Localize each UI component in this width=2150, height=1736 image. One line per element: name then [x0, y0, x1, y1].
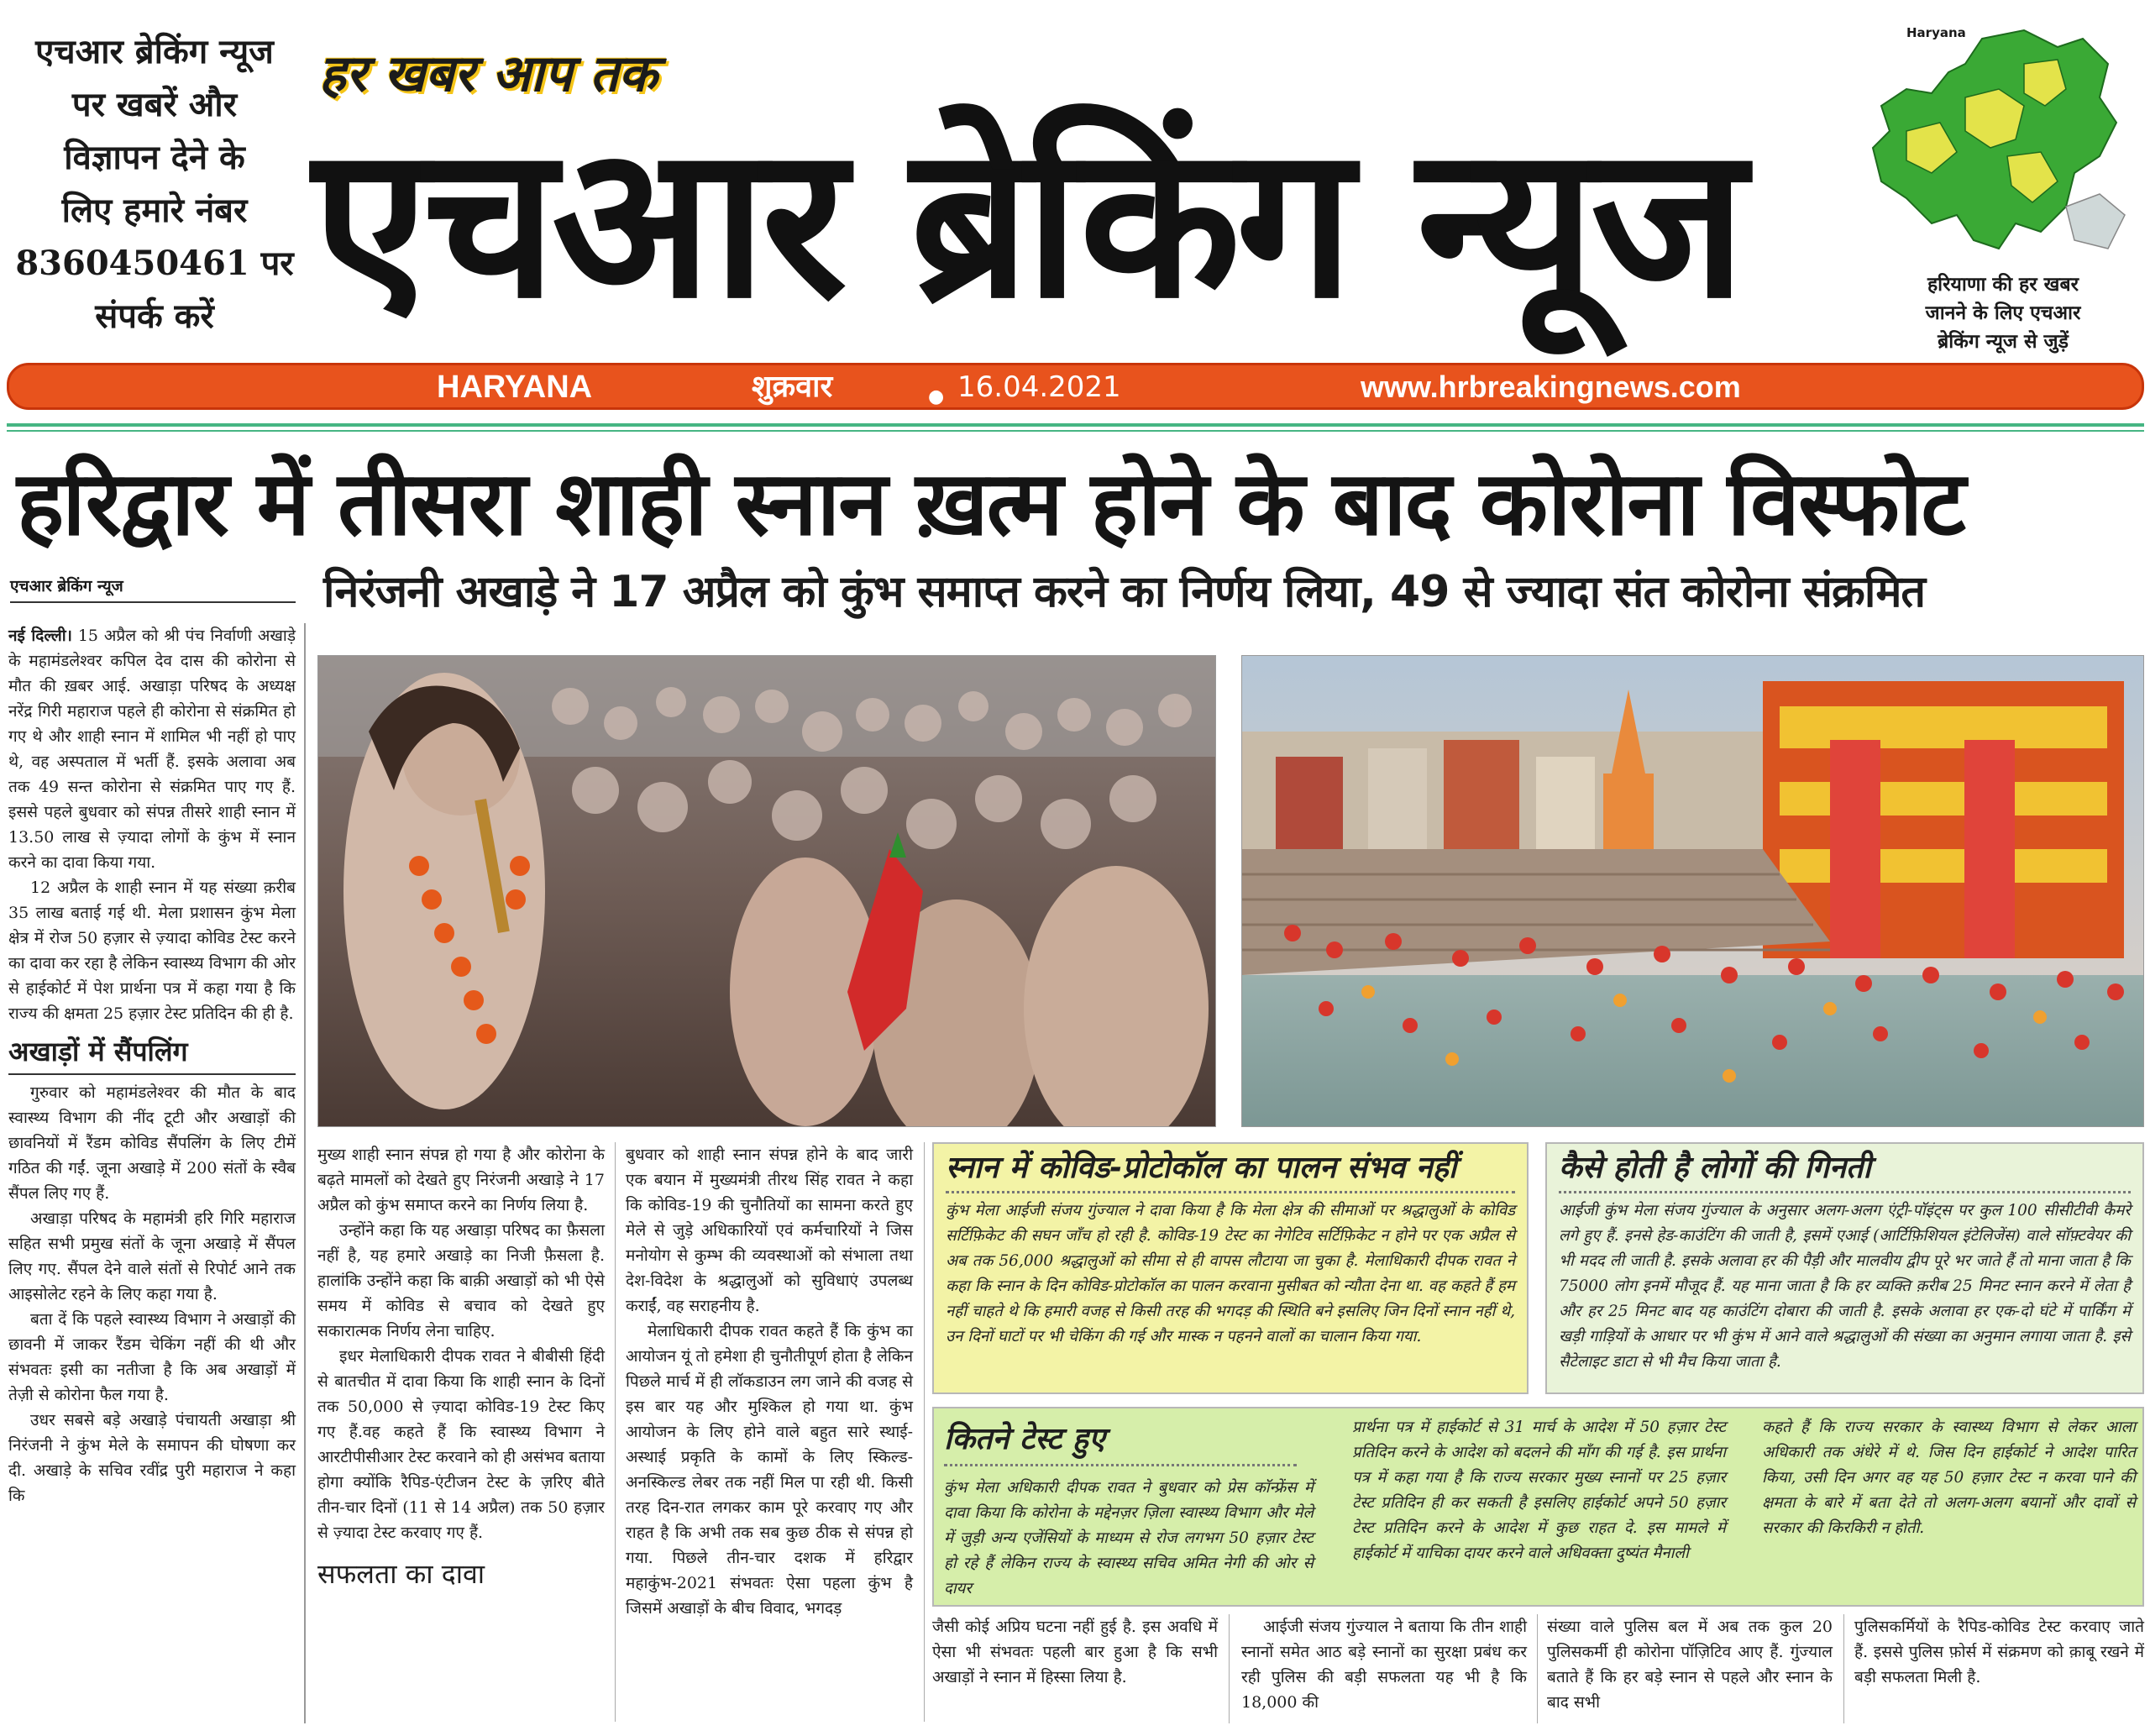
divider [8, 1073, 296, 1075]
ad-line: संपर्क करें [95, 296, 214, 336]
sub-headline: निरंजनी अखाड़े ने 17 अप्रैल को कुंभ समाप्त करने का निर्णय लिया, 49 से ज्यादा संत कोरोना संक्रमित [323, 567, 1926, 617]
tests-box [932, 1407, 2144, 1607]
main-headline: हरिद्वार में तीसरा शाही स्नान ख़त्म होने के बाद कोरोना विस्फोट [17, 452, 1964, 555]
section-heading: अखाड़ों में सैंपलिंग [8, 1036, 188, 1067]
article-column-2 [317, 1142, 605, 1591]
article-column-3 [626, 1142, 913, 1621]
box-text: कुंभ मेला अधिकारी दीपक रावत ने बुधवार को प्रेस कॉन्फ्रेंस में दावा किया कि कोरोना के मद्देनज़र ज़िला स्वास्थ्य विभाग और मेले में जुड़ी अन्य एजेंसियों के माध्यम से रोज लगभग 50 हज़ार टेस्ट हो रहे हैं लेकिन राज्य के स्वास्थ्य सचिव अमित नेगी की ओर से दायर [944, 1479, 1314, 1597]
map-caption [1864, 270, 2142, 356]
sadhu-procession-photo [317, 655, 1216, 1127]
advertisement-contact-box [7, 25, 302, 344]
covid-protocol-box [932, 1142, 1529, 1394]
ad-line: एचआर ब्रेकिंग न्यूज [35, 32, 274, 71]
paragraph: मेलाधिकारी दीपक रावत कहते हैं कि कुंभ का आयोजन यूं तो हमेशा ही चुनौतीपूर्ण होता है लेकिन पिछले मार्च में ही लॉकडाउन लग जाने की वजह से इस बार यह और मुश्किल हो गया था. कुंभ आयोजन के लिए होने वाले बहुत सारे स्थाई-अस्थाई प्रकृति के कामों के लिए स्किल्ड-अनस्किल्ड लेबर तक नहीं मिल पा रही थी. किसी तरह दिन-रात लगकर काम पूरे करवाए गए और राहत है कि अभी तक सब कुछ ठीक से संपन्न हो गया. पिछले तीन-चार दशक में हरिद्वार महाकुंभ-2021 संभवतः ऐसा पहला कुंभ है जिसमें अखाड़ों के बीच विवाद, भगदड़ [626, 1322, 913, 1618]
column-rule [924, 1142, 925, 1722]
paragraph: उन्होंने कहा कि यह अखाड़ा परिषद का फ़ैसला नहीं है, यह हमारे अखाड़े का निजी फ़ैसला है. हालांकि उन्होंने कहा कि बाक़ी अखाड़ों को भी ऐसे समय में कोविड से बचाव को देखते हुए सकारात्मक निर्णय लेना चाहिए. [317, 1221, 605, 1340]
column-rule [615, 1142, 616, 1722]
newspaper-title: एचआर ब्रेकिंग न्यूज [312, 100, 1742, 344]
paragraph: संख्या वाले पुलिस बल में अब तक कुल 20 पुलिसकर्मी ही कोरोना पॉज़िटिव आए हैं. गुंज्याल बताते हैं कि हर बड़े स्नान से पहले और स्नान के बाद सभी [1547, 1618, 1833, 1712]
paragraph: 15 अप्रैल को श्री पंच निर्वाणी अखाड़े के महामंडलेश्वर कपिल देव दास की कोरोना से मौत की ख़बर आई. अखाड़ा परिषद के अध्यक्ष नरेंद्र गिरी महाराज पहले ही कोरोना से संक्रमित हो गए थे और शाही स्नान में शामिल भी नहीं हो पाए थे, वह अस्पताल में भर्ती हैं. इसके अलावा अब तक 49 सन्त कोरोना से संक्रमित पाए गए हैं. इससे पहले बुधवार को संपन्न तीसरे शाही स्नान में 13.50 लाख से ज़्यादा लोगों के कुंभ में स्नान करने का दावा किया गया. [8, 627, 296, 872]
band-date: 16.04.2021 [957, 370, 1121, 404]
bottom-column-2 [1241, 1614, 1527, 1715]
haryana-map [1856, 13, 2142, 265]
paragraph: गुरुवार को महामंडलेश्वर की मौत के बाद स्वास्थ्य विभाग की नींद टूटी और अखाड़ों की छावनियों में रैंडम कोविड सैंपलिंग के लिए टीमें गठित की गईं. जूना अखाड़े में 200 संतों के स्वैब सैंपल लिए गए हैं. [8, 1083, 296, 1203]
map-caption-line: ब्रेकिंग न्यूज से जुड़ें [1938, 330, 2069, 353]
byline: एचआर ब्रेकिंग न्यूज [10, 574, 296, 603]
ad-line: विज्ञापन देने के [64, 138, 245, 177]
paragraph: अखाड़ा परिषद के महामंत्री हरि गिरि महाराज सहित सभी प्रमुख संतों के जूना अखाड़े में सैंपल लिए गए. सैंपल देने वाले संतों से रिपोर्ट आने तक आइसोलेट रहने के लिए कहा गया है. [8, 1209, 296, 1303]
ghat-bathing-photo [1241, 655, 2144, 1127]
band-day: शुक्रवार [752, 370, 833, 404]
box-title: कितने टेस्ट हुए [944, 1422, 1105, 1456]
map-caption-line: जानने के लिए एचआर [1925, 302, 2081, 324]
band-state: HARYANA [437, 370, 593, 405]
divider [946, 1191, 1515, 1193]
column-rule [1229, 1614, 1230, 1723]
paragraph: बता दें कि पहले स्वास्थ्य विभाग ने अखाड़ों की छावनी में जाकर रैंडम चेकिंग नहीं की थी और संभवतः इसी का नतीजा है कि अब अखाड़ों में तेज़ी से कोरोना फैल गया है. [8, 1310, 296, 1404]
paragraph: 12 अप्रैल के शाही स्नान में यह संख्या क़रीब 35 लाख बताई गई थी. मेला प्रशासन कुंभ मेला क्षेत्र में रोज 50 हज़ार से ज़्यादा कोविड टेस्ट करने का दावा कर रहा है लेकिन स्वास्थ्य विभाग की ओर से हाईकोर्ट में पेश प्रार्थना पत्र में कहा गया है कि राज्य की क्षमता 25 हज़ार टेस्ट प्रतिदिन की ही है. [8, 878, 296, 1023]
box-text: आईजी कुंभ मेला संजय गुंज्याल के अनुसार अलग-अलग एंट्री-पॉइंट्स पर कुल 100 सीसीटीवी कैमरे लगे हुए हैं. इनसे हेड-काउंटिंग की जाती है, इसमें एआई (आर्टिफ़िशियल इंटेलिजेंस) वाले सॉफ़्टवेयर की भी मदद ली जाती है. इसके अलावा हर की पैड़ी और मालवीय द्वीप पूरे भर जाते हैं तो माना जाता है कि 75000 लोग इनमें मौजूद हैं. यह माना जाता है कि हर व्यक्ति क़रीब 25 मिनट स्नान करने में लेता है और हर 25 मिनट बाद यह काउंटिंग दोबारा की जाती है. इसके अलावा हर एक-दो घंटे में पार्किंग में खड़ी गाड़ियों के आधार पर भी कुंभ में आने वाले श्रद्धालुओं की संख्या का अनुमान लगाया जाता है. इसे सैटेलाइट डाटा से भी मैच किया जाता है. [1559, 1202, 2131, 1371]
haryana-map-graphic [1856, 13, 2142, 265]
paragraph: बुधवार को शाही स्नान संपन्न होने के बाद जारी एक बयान में मुख्यमंत्री तीरथ सिंह रावत ने कहा कि कोविड-19 की चुनौतियों का सामना करते हुए मेले से जुड़े अधिकारियों एवं कर्मचारियों ने जिस मनोयोग से कुम्भ की व्यवस्थाओं को संभाला तथा देश-विदेश के श्रद्धालुओं को सुविधाएं उपलब्ध कराईं, वह सराहनीय है. [626, 1146, 913, 1315]
paragraph: पुलिसकर्मियों के रैपिड-कोविड टेस्ट करवाए जाते हैं. इससे पुलिस फ़ोर्स में संक्रमण को क़ाबू रखने में बड़ी सफलता मिली है. [1854, 1618, 2144, 1686]
bottom-column-1 [932, 1614, 1218, 1690]
article-column-1 [8, 623, 296, 1508]
column-rule [1843, 1614, 1844, 1723]
paragraph: मुख्य शाही स्नान संपन्न हो गया है और कोरोना के बढ़ते मामलों को देखते हुए निरंजनी अखाड़े ने 17 अप्रैल को कुंभ समाप्त करने का निर्णय लिया है. [317, 1146, 605, 1214]
tagline: हर खबर आप तक [319, 45, 658, 103]
bullet-icon: ● [928, 386, 945, 407]
divider [7, 430, 2144, 432]
ad-phone-line: 8360450461 पर [15, 244, 294, 283]
ad-line: पर खबरें और [71, 85, 238, 124]
box-text: प्रार्थना पत्र में हाईकोर्ट से 31 मार्च के आदेश में 50 हज़ार टेस्ट प्रतिदिन करने के आदेश को बदलने की माँग की गई है. इस प्रार्थना पत्र में कहा गया है कि राज्य सरकार मुख्य स्नानों पर 25 हज़ार टेस्ट प्रतिदिन ही कर सकती है इसलिए हाईकोर्ट अपने 50 हज़ार टेस्ट प्रतिदिन करने के आदेश में कुछ राहत दे. इस मामले में हाईकोर्ट में याचिका दायर करने वाले अधिवक्ता दुष्यंत मैनाली [1352, 1419, 1726, 1562]
map-label: Haryana [1906, 25, 1966, 40]
bottom-column-3 [1547, 1614, 1833, 1715]
dateline: नई दिल्ली। [8, 627, 72, 645]
paragraph: इधर मेलाधिकारी दीपक रावत ने बीबीसी हिंदी से बातचीत में दावा किया कि शाही स्नान के दिनों तक 50,000 से ज़्यादा कोविड-19 टेस्ट किए गए हैं.वह कहते हैं कि स्वास्थ्य विभाग ने आरटीपीसीआर टेस्ट करवाने को ही असंभव बताया होगा क्योंकि रैपिड-एंटीजन टेस्ट के ज़रिए बीते तीन-चार दिनों (11 से 14 अप्रैल) तक 50 हज़ार से ज़्यादा टेस्ट करवाए गए हैं. [317, 1347, 605, 1542]
column-rule [1537, 1614, 1538, 1723]
divider [944, 1464, 1297, 1466]
column-rule [304, 623, 306, 1723]
box-text: कुंभ मेला आईजी संजय गुंज्याल ने दावा किया है कि मेला क्षेत्र की सीमाओं पर श्रद्धालुओं के कोविड सर्टिफ़िकेट की सघन जाँच हो रही है. कोविड-19 टेस्ट का नेगेटिव सर्टिफ़िकेट न होने पर एक अप्रैल से अब तक 56,000 श्रद्धालुओं को सीमा से ही वापस लौटाया जा चुका है. मेलाधिकारी दीपक रावत ने कहा कि स्नान के दिन कोविड-प्रोटोकॉल का पालन करवाना मुसीबत को न्यौता देना था. वह कहते हैं हम नहीं चाहते थे कि हमारी वजह से किसी तरह की भगदड़ की स्थिति बने इसलिए जिन दिनों स्नान नहीं थे, उन दिनों घाटों पर भी चेकिंग की गई और मास्क न पहनने वालों का चालान किया गया. [946, 1202, 1515, 1345]
paragraph: जैसी कोई अप्रिय घटना नहीं हुई है. इस अवधि में ऐसा भी संभवतः पहली बार हुआ है कि सभी अखाड़ों ने स्नान में हिस्सा लिया है. [932, 1618, 1218, 1686]
divider [1559, 1191, 2131, 1193]
ad-line: लिए हमारे नंबर [61, 191, 248, 230]
box-title: कैसे होती है लोगों की गिनती [1559, 1151, 1871, 1185]
box-title: स्नान में कोविड-प्रोटोकॉल का पालन संभव नहीं [946, 1151, 1457, 1185]
people-count-box [1545, 1142, 2144, 1394]
paragraph: उधर सबसे बड़े अखाड़े पंचायती अखाड़ा श्री निरंजनी ने कुंभ मेले के समापन की घोषणा कर दी. अखाड़े के सचिव रवींद्र पुरी महाराज ने कहा कि [8, 1411, 296, 1505]
divider [7, 423, 2144, 427]
band-website: www.hrbreakingnews.com [1361, 370, 1741, 404]
box-text: कहते हैं कि राज्य सरकार के स्वास्थ्य विभाग से लेकर आला अधिकारी तक अंधेरे में थे. जिस दिन हाईकोर्ट ने आदेश पारित किया, उसी दिन अगर वह यह 50 हज़ार टेस्ट न करवा पाने की क्षमता के बारे में बता देते तो अलग-अलग बयानों और दावों से सरकार की किरकिरी न होती. [1762, 1419, 2136, 1537]
section-heading: सफलता का दावा [317, 1558, 485, 1590]
bottom-column-4 [1854, 1614, 2144, 1690]
paragraph: आईजी संजय गुंज्याल ने बताया कि तीन शाही स्नानों समेत आठ बड़े स्नानों का सुरक्षा प्रबंध कर रही पुलिस की बड़ी सफलता यह भी है कि 18,000 की [1241, 1618, 1527, 1712]
map-caption-line: हरियाणा की हर खबर [1927, 273, 2079, 296]
